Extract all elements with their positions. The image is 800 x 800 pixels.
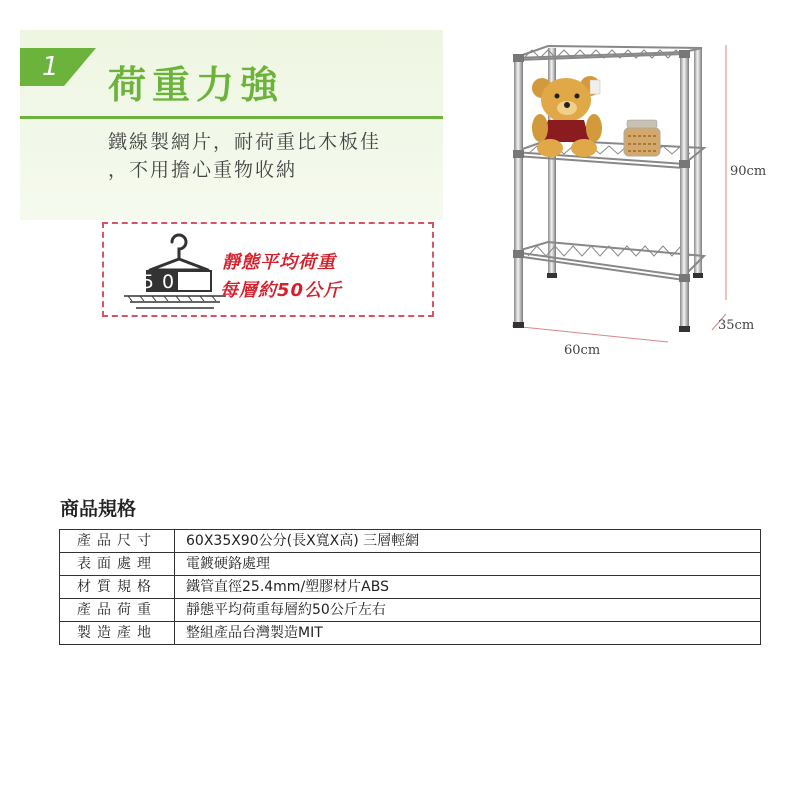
front-left-post — [514, 56, 523, 326]
spec-label: 材質規格 — [60, 576, 175, 599]
table-row — [60, 530, 761, 553]
front-right-post — [680, 52, 689, 330]
width-dimension-line — [512, 326, 668, 342]
spec-value: 整組產品台灣製造MIT — [175, 622, 761, 645]
table-row — [60, 622, 761, 645]
title-underline — [20, 116, 443, 119]
dimension-depth-label: 35cm — [718, 318, 755, 333]
teddy-bear-icon — [532, 76, 602, 157]
table-row — [60, 576, 761, 599]
weight-number: 50 — [141, 271, 183, 293]
spec-label: 產品荷重 — [60, 599, 175, 622]
spec-value: 電鍍硬鉻處理 — [175, 553, 761, 576]
feature-description-line-2: ，不用擔心重物收納 — [108, 159, 298, 181]
glass-jar-icon — [624, 120, 660, 156]
top-shelf — [514, 46, 702, 60]
specs-title: 商品規格 — [60, 498, 137, 520]
bottom-shelf — [514, 242, 704, 280]
specs-table — [59, 529, 761, 645]
spec-label: 表面處理 — [60, 553, 175, 576]
spec-value: 60X35X90公分(長X寬X高) 三層輕網 — [175, 530, 761, 553]
spec-label: 產品尺寸 — [60, 530, 175, 553]
dimension-width-label: 60cm — [564, 343, 601, 358]
feature-description — [108, 128, 428, 184]
load-text-line-2: 每層約50公斤 — [220, 280, 343, 301]
spec-value: 鐵管直徑25.4mm/塑膠材片ABS — [175, 576, 761, 599]
feature-title: 荷重力強 — [108, 63, 285, 107]
feature-number: 1 — [42, 52, 59, 82]
table-row — [60, 553, 761, 576]
spec-value: 靜態平均荷重每層約50公斤左右 — [175, 599, 761, 622]
load-text-line-1: 靜態平均荷重 — [222, 252, 336, 273]
feature-description-line-1: 鐵線製網片，耐荷重比木板佳 — [108, 131, 382, 153]
dimension-height-label: 90cm — [730, 164, 767, 179]
spec-label: 製造產地 — [60, 622, 175, 645]
table-row — [60, 599, 761, 622]
weight-icon — [120, 230, 230, 312]
